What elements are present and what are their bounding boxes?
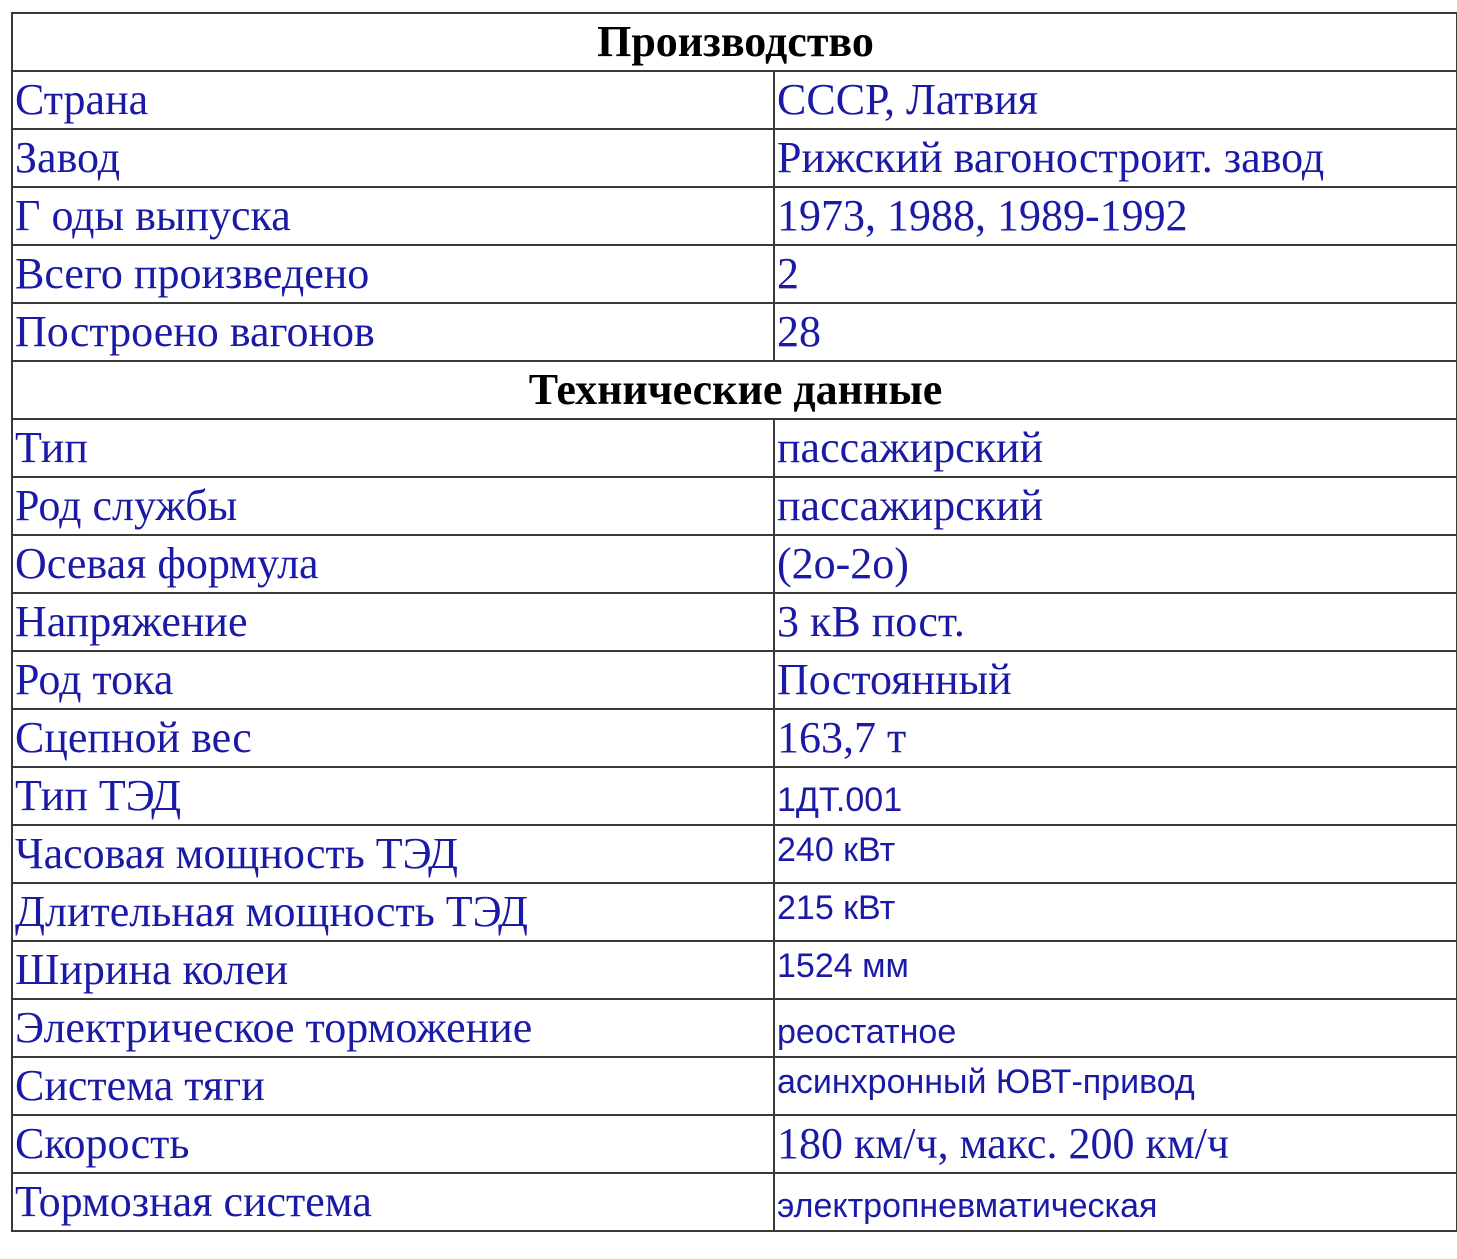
spec-sheet: [11, 12, 1456, 1232]
table-row: [12, 709, 1457, 767]
table-row: [12, 303, 1457, 361]
row-value: 1524 мм: [777, 947, 909, 985]
row-value-cell: [774, 767, 1457, 825]
row-value: асинхронный ЮВТ-привод: [777, 1063, 1195, 1101]
row-value: 1ДТ.001: [777, 781, 903, 819]
row-label: Часовая мощность ТЭД: [12, 825, 774, 883]
row-label: Электрическое торможение: [12, 999, 774, 1057]
row-label: Тормозная система: [12, 1173, 774, 1231]
row-value-cell: [774, 1173, 1457, 1231]
row-label: Ширина колеи: [12, 941, 774, 999]
row-value-cell: [774, 941, 1457, 999]
row-label: Осевая формула: [12, 535, 774, 593]
row-value: 28: [774, 303, 1457, 361]
row-value: реостатное: [777, 1013, 957, 1051]
section-header-row: [12, 361, 1457, 419]
row-value: СССР, Латвия: [774, 71, 1457, 129]
table-row: [12, 767, 1457, 825]
table-row: [12, 477, 1457, 535]
table-row: [12, 419, 1457, 477]
row-value: 240 кВт: [777, 831, 896, 869]
row-label: Напряжение: [12, 593, 774, 651]
row-label: Построено вагонов: [12, 303, 774, 361]
row-label: Длительная мощность ТЭД: [12, 883, 774, 941]
row-value: 2: [774, 245, 1457, 303]
row-value-cell: [774, 1057, 1457, 1115]
row-value-cell: [774, 883, 1457, 941]
row-value-cell: [774, 999, 1457, 1057]
table-row: [12, 187, 1457, 245]
table-row: [12, 651, 1457, 709]
row-label: Род службы: [12, 477, 774, 535]
row-label: Тип ТЭД: [12, 767, 774, 825]
row-label: Г оды выпуска: [12, 187, 774, 245]
table-row: [12, 999, 1457, 1057]
row-value: Постоянный: [774, 651, 1457, 709]
row-value: пассажирский: [774, 477, 1457, 535]
row-value: 3 кВ пост.: [774, 593, 1457, 651]
table-row: [12, 245, 1457, 303]
table-row: [12, 71, 1457, 129]
row-label: Тип: [12, 419, 774, 477]
row-value: 1973, 1988, 1989-1992: [774, 187, 1457, 245]
table-row: [12, 1173, 1457, 1231]
row-value: 215 кВт: [777, 889, 896, 927]
section-title-technical-data: Технические данные: [12, 361, 1457, 419]
row-value: электропневматическая: [777, 1187, 1158, 1225]
row-label: Страна: [12, 71, 774, 129]
row-label: Всего произведено: [12, 245, 774, 303]
table-row: [12, 1057, 1457, 1115]
row-label: Скорость: [12, 1115, 774, 1173]
table-row: [12, 593, 1457, 651]
row-label: Система тяги: [12, 1057, 774, 1115]
row-value: 180 км/ч, макс. 200 км/ч: [774, 1115, 1457, 1173]
table-row: [12, 883, 1457, 941]
table-row: [12, 941, 1457, 999]
row-value: 163,7 т: [774, 709, 1457, 767]
table-row: [12, 1115, 1457, 1173]
row-value: пассажирский: [774, 419, 1457, 477]
row-label: Род тока: [12, 651, 774, 709]
table-row: [12, 825, 1457, 883]
row-value: (2о-2о): [774, 535, 1457, 593]
row-value: Рижский вагоностроит. завод: [774, 129, 1457, 187]
row-label: Завод: [12, 129, 774, 187]
table-row: [12, 129, 1457, 187]
section-title-production: Производство: [12, 13, 1457, 71]
row-value-cell: [774, 825, 1457, 883]
table-row: [12, 535, 1457, 593]
section-header-row: [12, 13, 1457, 71]
row-label: Сцепной вес: [12, 709, 774, 767]
specification-table: [11, 12, 1457, 1232]
